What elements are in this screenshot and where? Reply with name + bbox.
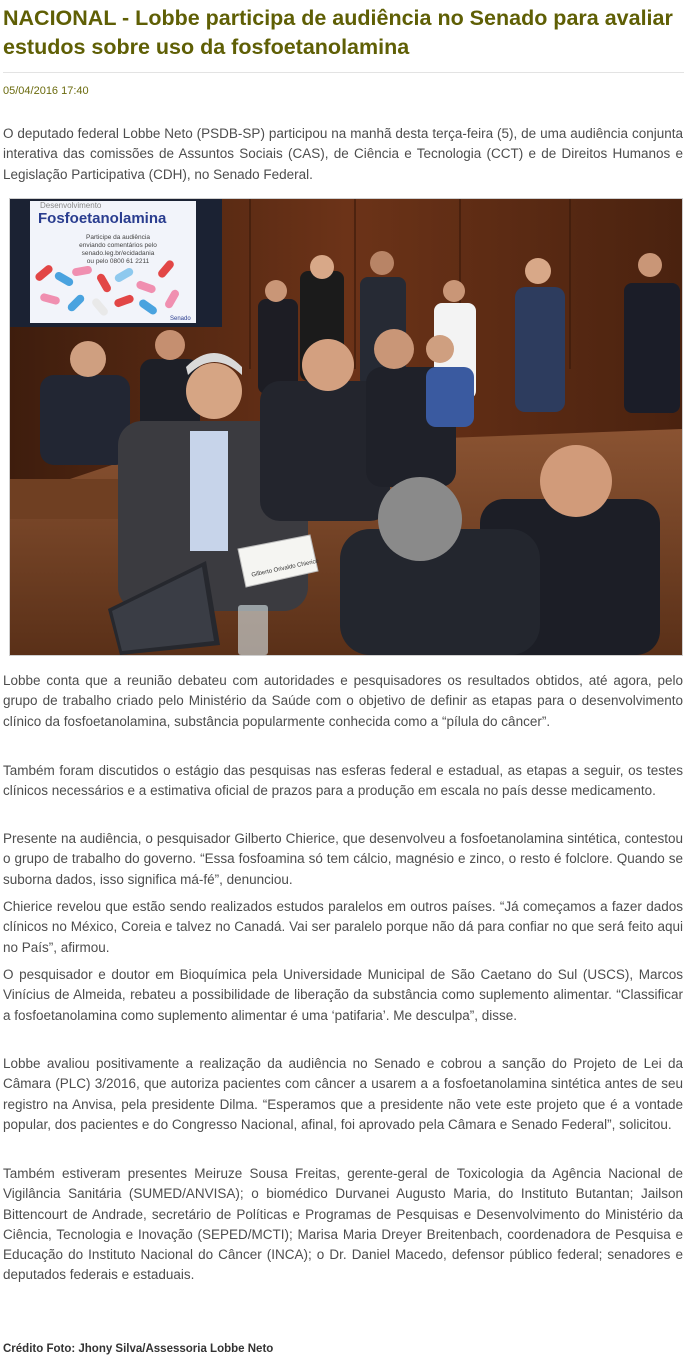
paragraph-7: Lobbe avaliou positivamente a realização da audiência no Senado e cobrou a sanção do Projeto de Lei da Câmara (PLC) 3/2016, que autoriza pacientes com câncer a usarem a a fosfoetanolamina sintética antes de seu registro na Anvisa, pela presidente Dilma. “Esperamos que a presidente não vete este projeto que é a vontade popular, dos pacientes e do Congresso Nacional, afinal, foi aprovado pela Câmara e Senado Federal”, solicitou. — [3, 1056, 683, 1132]
screen-line-3: senado.leg.br/ecidadania — [81, 250, 155, 257]
presentation-screen — [10, 199, 222, 327]
screen-heading: Fosfoetanolamina — [38, 210, 167, 227]
screen-line-1: Participe da audiência — [86, 234, 150, 241]
screen-logo: Senado — [170, 316, 191, 322]
screen-line-4: ou pelo 0800 61 2211 — [86, 258, 150, 265]
paragraph-3: Também foram discutidos o estágio das pesquisas nas esferas federal e estadual, as etapas a seguir, os testes clínicos necessários e a estimativa oficial de prazos para a produção em escala no país desse medicamento. — [3, 763, 683, 799]
placard-text: Gilberto Orivaldo Chierice — [251, 558, 320, 579]
title-divider — [3, 72, 684, 73]
paragraph-1: O deputado federal Lobbe Neto (PSDB-SP) participou na manhã desta terça-feira (5), de uma audiência conjunta interativa das comissões de Assuntos Sociais (CAS), de Ciência e Tecnologia (CCT) e de Direitos Humanos e Legislação Participativa (CDH), no Senado Federal. — [3, 126, 683, 182]
publish-date: 05/04/2016 17:40 — [3, 85, 89, 97]
water-glass — [238, 605, 268, 655]
paragraph-2: Lobbe conta que a reunião debateu com autoridades e pesquisadores os resultados obtidos, até agora, pelo grupo de trabalho criado pelo Ministério da Saúde com o objetivo de definir as etapas para o desenvolvimento clínico da fosfoetanolamina, substância popularmente conhecida como a “pílula do câncer”. — [3, 673, 683, 729]
article-title: NACIONAL - Lobbe participa de audiência no Senado para avaliar estudos sobre uso da fosfoetanolamina — [3, 6, 673, 59]
screen-line-2: enviando comentários pelo — [79, 242, 157, 249]
paragraph-6: O pesquisador e doutor em Bioquímica pela Universidade Municipal de São Caetano do Sul (USCS), Marcos Vinícius de Almeida, rebateu a possibilidade de liberação da substância como suplemento alimentar. “Classificar a fosfoetanolamina como suplemento alimentar é uma ‘patifaria’. Me desculpa”, disse. — [3, 967, 683, 1023]
photo-credit: Crédito Foto: Jhony Silva/Assessoria Lobbe Neto — [3, 1343, 274, 1355]
paragraph-5: Chierice revelou que estão sendo realizados estudos paralelos em outros países. “Já começamos a fazer dados clínicos no México, Coreia e talvez no Canadá. Vai ser paralelo porque não dá para confiar no que será feito aqui no País”, afirmou. — [3, 899, 683, 955]
screen-top-text: Desenvolvimento — [40, 201, 102, 210]
paragraph-8: Também estiveram presentes Meiruze Sousa Freitas, gerente-geral de Toxicologia da Agência Nacional de Vigilância Sanitária (SUMED/ANVISA); o biomédico Durvanei Augusto Maria, do Instituto Butantan; Jailson Bittencourt de Andrade, secretário de Políticas e Programas de Pesquisas e Desenvolvimento do Ministério da Ciência, Tecnologia e Inovação (SEPED/MCTI); Marisa Maria Dreyer Breitenbach, coordenadora de Pesquisa e Educação do Instituto Nacional do Câncer (INCA); o Dr. Daniel Macedo, defensor público federal; senadores e deputados federais e estaduais. — [3, 1166, 683, 1283]
article-photo — [9, 198, 683, 656]
paragraph-4: Presente na audiência, o pesquisador Gilberto Chierice, que desenvolveu a fosfoetanolamina sintética, contestou o grupo de trabalho do governo. “Essa fosfoamina só tem cálcio, magnésio e zinco, o resto é folclore. Quando se suborna dados, isso significa má-fé”, denunciou. — [3, 831, 683, 887]
